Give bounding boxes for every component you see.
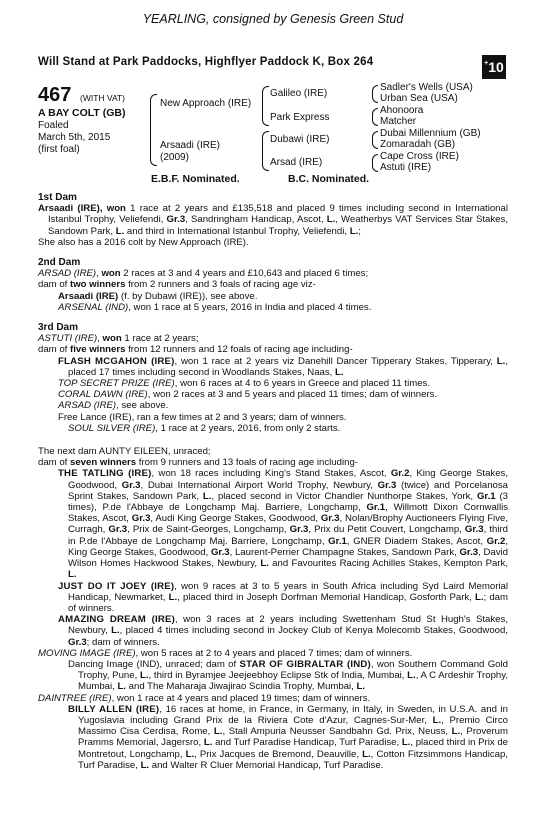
pedigree-bracket-main: [150, 94, 157, 166]
pedigree-sss: Sadler's Wells (USA): [380, 82, 473, 93]
next-dam-entry: JUST DO IT JOEY (IRE), won 9 races at 3 to 5 years in South Africa including Syd Laird Memorial Handicap, Newmarket, L., placed third in Joseph Dorfman Memorial Handicap, Gosforth Park, L.; dam of winners.: [58, 580, 509, 614]
pedigree-bracket-ss: [372, 85, 378, 103]
pedigree-notes: [38, 185, 508, 771]
third-dam-line: CORAL DAWN (IRE), won 2 races at 3 and 5 years and placed 11 times; dam of winners.: [58, 389, 438, 401]
vat-note: (WITH VAT): [80, 93, 126, 103]
pedigree-dam-dam: Arsad (IRE): [270, 157, 323, 168]
lot-description: A BAY COLT (GB): [38, 107, 126, 119]
third-dam-line: TOP SECRET PRIZE (IRE), won 6 races at 4 to 6 years in Greece and placed 11 times.: [58, 378, 431, 390]
next-dam-entry: BILLY ALLEN (IRE), 16 races at home, in France, in Germany, in Italy, in Sweden, in U.S.A. and in Yugoslavia including Grand Prix de la Riviera Cote d'Azur, Cagnes-Sur-Mer, L., Premio Circo Massimo Cisa Cerdisa, Rome, L., Stall Ampuria Neusser Sandbahn Gd. Prix, Neuss, L., Proverum Pramms Memorial, Jagersro, L. and Turf Paradise Handicap, Turf Paradise, L., placed third in Prix de Montretout, Longchamp, L., Prix Jacques de Bremond, Deauville, L., Cotton Fitzsimmons Handicap, Turf Paradise, L. and Walter R Cluer Memorial Handicap, Turf Paradise.: [68, 703, 509, 771]
pedigree-sire: New Approach (IRE): [160, 98, 252, 109]
pedigree-bracket-dam: [262, 131, 269, 171]
next-dam-entry: DAINTREE (IRE), won 1 race at 4 years and placed 19 times; dam of winners.: [38, 692, 371, 704]
bc-nomination: B.C. Nominated.: [288, 173, 370, 185]
pedigree-ddd: Astuti (IRE): [380, 162, 432, 173]
foaled-info: [38, 120, 110, 156]
second-dam-heading: 2nd Dam: [38, 257, 81, 269]
first-dam-text: Arsaadi (IRE), won 1 race at 2 years and £135,518 and placed 9 times including second in International Istanbul Trophy, Veliefendi, Gr.3, Sandringham Handicap, Ascot, L., Weatherbys VAT Services Star Stakes, Sandown Park, L. and third in International Istanbul Trophy, Veliefendi, L.;: [38, 203, 508, 237]
pedigree-sire-dam: Park Express: [270, 112, 330, 123]
pedigree-sdd: Matcher: [380, 116, 417, 127]
next-dam-line: The next dam AUNTY EILEEN, unraced;: [38, 446, 211, 458]
first-dam-heading: 1st Dam: [38, 192, 77, 203]
pedigree-sds: Ahonoora: [380, 105, 424, 116]
third-dam-line: Free Lance (IRE), ran a few times at 2 and 3 years; dam of winners.: [58, 411, 347, 423]
third-dam-line: ASTUTI (IRE), won 1 race at 2 years;: [38, 333, 199, 345]
third-dam-line: ARSAD (IRE), see above.: [58, 400, 169, 412]
pedigree-dam: Arsaadi (IRE): [160, 140, 221, 151]
pedigree-dam-year: (2009): [160, 152, 189, 163]
lot-badge-number: 10: [488, 59, 504, 75]
pedigree-bracket-sire: [262, 86, 269, 126]
pedigree-bracket-sd: [372, 108, 378, 126]
third-dam-line: SOUL SILVER (IRE), 1 race at 2 years, 2016, from only 2 starts.: [68, 422, 341, 434]
lot-number: 467: [38, 84, 72, 106]
third-dam-line: dam of five winners from 12 runners and 12 foals of racing age including-: [38, 344, 353, 356]
pedigree-bracket-dd: [372, 154, 378, 172]
second-dam-line: dam of two winners from 2 runners and 3 foals of racing age viz-: [38, 279, 316, 291]
ebf-nomination: E.B.F. Nominated.: [151, 173, 240, 185]
foaled-date: March 5th, 2015: [38, 132, 111, 143]
first-dam-note: She also has a 2016 colt by New Approach (IRE).: [38, 236, 249, 248]
next-dam-entry: AMAZING DREAM (IRE), won 3 races at 2 years including Swettenham Stud St Hugh's Stakes, Newbury, L., placed 4 times including second in Jockey Club of Kenya Molecomb Stakes, Goodwood, Gr.3; dam of winners.: [58, 614, 508, 648]
pedigree-bracket-ds: [372, 131, 378, 149]
lot-badge-plus: +: [484, 59, 489, 67]
next-dam-line: dam of seven winners from 9 runners and 13 foals of racing age including-: [38, 457, 358, 469]
third-dam-heading: 3rd Dam: [38, 322, 79, 334]
second-dam-line: ARSENAL (IND), won 1 race at 5 years, 2016 in India and placed 4 times.: [58, 301, 372, 313]
foal-note: (first foal): [38, 144, 80, 155]
pedigree-dss: Dubai Millennium (GB): [380, 128, 481, 139]
pedigree-ssd: Urban Sea (USA): [380, 93, 458, 104]
second-dam-line: Arsaadi (IRE) (f. by Dubawi (IRE)), see above.: [58, 290, 258, 302]
third-dam-line: FLASH MCGAHON (IRE), won 1 race at 2 years viz Danehill Dancer Tipperary Stakes, Tipperary, L., placed 17 times including second in Woodlands Stakes, Naas, L.: [58, 355, 508, 378]
second-dam-line: ARSAD (IRE), won 2 races at 3 and 4 years and £10,643 and placed 6 times;: [38, 268, 369, 280]
next-dam-entry: MOVING IMAGE (IRE), won 5 races at 2 to 4 years and placed 7 times; dam of winners.: [38, 647, 413, 659]
pedigree-dds: Cape Cross (IRE): [380, 151, 459, 162]
lot-badge: [482, 55, 506, 79]
foaled-label: Foaled: [38, 120, 69, 131]
next-dam-entry: THE TATLING (IRE), won 18 races including King's Stand Stakes, Ascot, Gr.2, King George Stakes, Goodwood, Gr.3, Dubai International Airport World Trophy, Newbury, Gr.3 (twice) and Porcelanosa Sprint Stakes, Sandown Park, L., placed second in Victor Chandler Nunthorpe Stakes, York, Gr.1 (3 times), P.de l'Abbaye de Longchamp Maj. Barriere, Longchamp, Gr.1, Willmott Dixon Cornwallis Stakes, Ascot, Gr.3, Audi King George Stakes, Goodwood, Gr.3, Nolan/Brophy Auctioneers Flying Five, Curragh, Gr.3, Prix de Saint-Georges, Longchamp, Gr.3, Prix du Petit Couvert, Longchamp, Gr.3, third in P.de l'Abbaye de Longchamp Maj. Barriere, Longchamp, Gr.1, GNER Diadem Stakes, Ascot, Gr.2, King George Stakes, Goodwood, Gr.3, Laurent-Perrier Champagne Stakes, Sandown Park, Gr.3, David Wilson Homes Hackwood Stakes, Newbury, L. and Favourites Racing Achilles Stakes, Kempton Park, L.: [58, 468, 509, 581]
next-dam-entry: Dancing Image (IND), unraced; dam of STAR OF GIBRALTAR (IND), won Southern Command Gold Trophy, Pune, L., third in Byramjee Jeejeebhoy Eclipse Stk of India, Mumbai, L., A C Ardeshir Trophy, Mumbai, L. and The Maharaja Jiwajirao Scindia Trophy, Mumbai, L.: [68, 658, 509, 693]
pedigree-sire-sire: Galileo (IRE): [270, 88, 328, 99]
pedigree-dsd: Zomaradah (GB): [380, 139, 456, 150]
stand-location: Will Stand at Park Paddocks, Highflyer Paddock K, Box 264: [38, 56, 374, 68]
pedigree-dam-sire: Dubawi (IRE): [270, 134, 330, 145]
consignor-title: YEARLING, consigned by Genesis Green Stud: [142, 12, 404, 26]
